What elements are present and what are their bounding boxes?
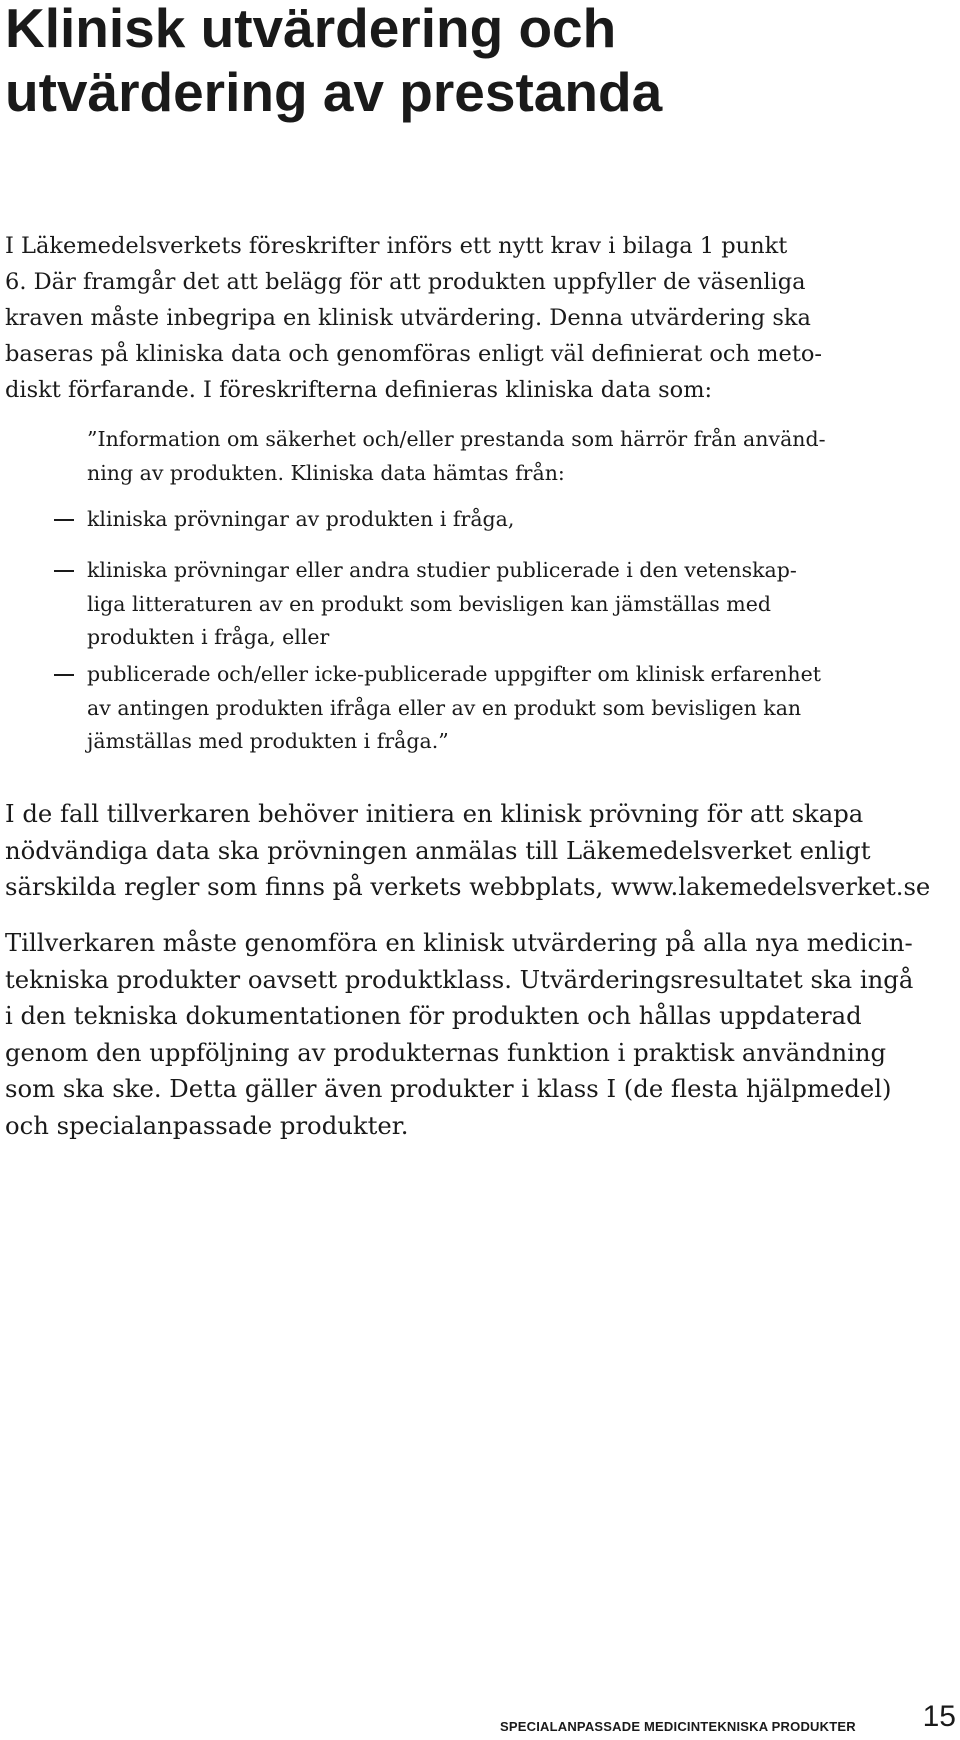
text-line: av antingen produkten ifråga eller av en produkt som bevisligen kan [87,695,802,720]
list-item [87,503,514,537]
text-line: produkten i fråga, eller [87,625,330,649]
text-line: kraven måste inbegripa en klinisk utvärdering. Denna utvärdering ska [5,305,811,331]
text-line: ”Information om säkerhet och/eller prestanda som härrör från använd- [87,427,826,451]
text-line: ning av produkten. Kliniska data hämtas från: [87,461,565,485]
text-line: kliniska prövningar eller andra studier publicerade i den vetenskap- [87,558,797,582]
list-dash-marker [54,519,74,521]
definition-quote [87,422,826,490]
body-paragraph [5,796,930,906]
text-line: baseras på kliniska data och genomföras enligt väl definierat och meto- [5,341,823,367]
list-item [87,658,821,759]
body-paragraph [5,925,913,1144]
text-line: Tillverkaren måste genomföra en klinisk utvärdering på alla nya medicin- [5,928,913,957]
text-line: i den tekniska dokumentationen för produkten och hållas uppdaterad [5,1001,862,1030]
text-line: som ska ske. Detta gäller även produkter i klass I (de flesta hjälpmedel) [5,1074,892,1103]
intro-paragraph [5,228,822,408]
text-line: genom den uppföljning av produkternas funktion i praktisk användning [5,1037,887,1067]
text-line: jämställas med produkten i fråga.” [87,729,449,753]
list-dash-marker [54,570,74,572]
text-line: I de fall tillverkaren behöver initiera en klinisk prövning för att skapa [5,799,864,828]
running-footer-title: SPECIALANPASSADE MEDICINTEKNISKA PRODUKTER [500,1719,856,1734]
text-line: diskt förfarande. I föreskrifterna definieras kliniska data som: [5,377,713,403]
text-line: och specialanpassade produkter. [5,1110,409,1140]
text-line: särskilda regler som finns på verkets webbplats, www.lakemedelsverket.se [5,872,931,901]
text-line: liga litteraturen av en produkt som bevisligen kan jämställas med [87,591,771,616]
list-item [87,554,797,655]
text-line: 6. Där framgår det att belägg för att produkten uppfyller de väsenliga [5,269,806,295]
text-line: I Läkemedelsverkets föreskrifter införs ett nytt krav i bilaga 1 punkt [5,233,788,259]
text-line: nödvändiga data ska prövningen anmälas till Läkemedelsverket enligt [5,835,871,865]
text-line: publicerade och/eller icke-publicerade uppgifter om klinisk erfarenhet [87,662,821,686]
page-title [5,0,945,124]
page-number: 15 [922,1700,956,1733]
page-title-line-1: Klinisk utvärdering och [5,0,617,59]
list-dash-marker [54,674,74,676]
page-title-line-2: utvärdering av prestanda [5,61,663,123]
text-line: tekniska produkter oavsett produktklass. Utvärderingsresultatet ska ingå [5,964,914,994]
text-line: kliniska prövningar av produkten i fråga, [87,507,515,531]
